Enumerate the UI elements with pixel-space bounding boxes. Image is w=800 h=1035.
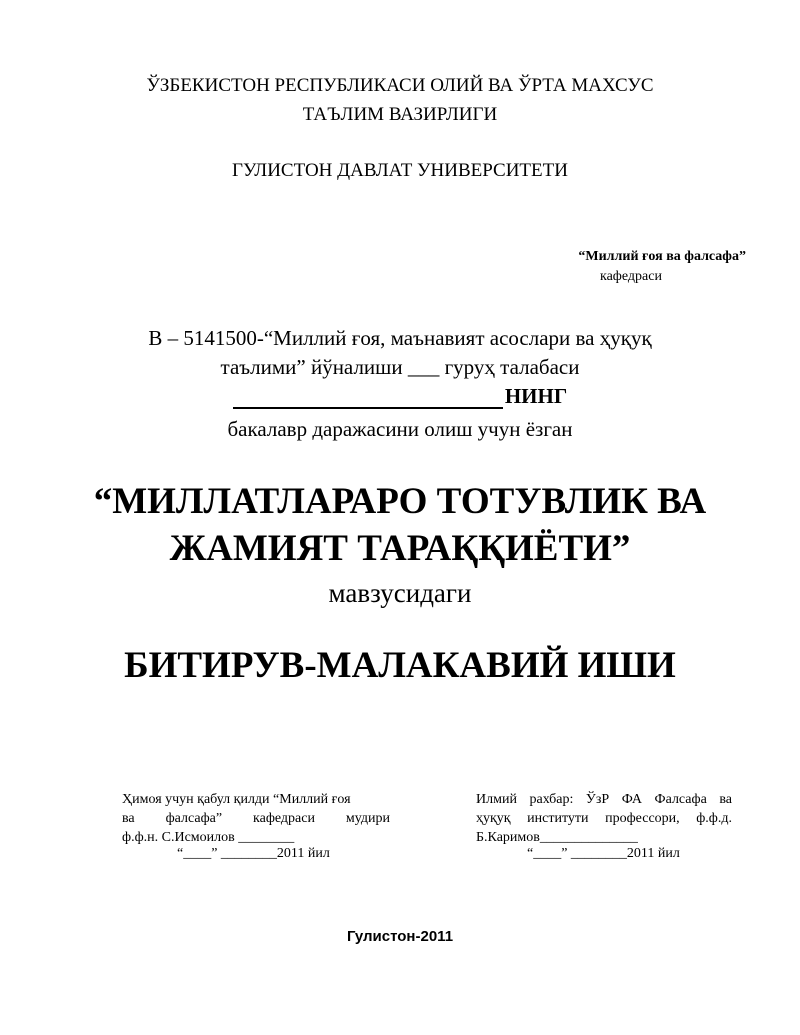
approval-block (122, 790, 390, 847)
supervisor-line-3: Б.Каримов______________ (476, 830, 638, 845)
thesis-topic (0, 478, 800, 572)
student-name-blank (233, 387, 503, 409)
degree-line: бакалавр даражасини олиш учун ёзган (227, 417, 573, 441)
city-year: Гулистон-2011 (346, 928, 454, 945)
supervisor-line-2: ҳуқуқ институти профессори, ф.ф.д. (476, 811, 732, 826)
work-type-title: БИТИРУВ-МАЛАКАВИЙ ИШИ (124, 645, 676, 686)
topic-subtitle: мавзусидаги (328, 578, 472, 608)
ministry-header (0, 71, 800, 129)
topic-line-1: “МИЛЛАТЛАРАРО ТОТУВЛИК ВА (93, 481, 707, 522)
approval-line-2: ва фалсафа” кафедраси мудири (122, 811, 390, 826)
university-name: ГУЛИСТОН ДАВЛАТ УНИВЕРСИТЕТИ (232, 160, 568, 181)
student-line-2: таълими” йўналиши ___ гуруҳ талабаси (220, 355, 580, 379)
student-line-1: В – 5141500-“Миллий ғоя, маънавият асослари ва ҳуқуқ (148, 326, 652, 350)
supervisor-date: “____” ________2011 йил (527, 846, 680, 861)
approval-line-1: Ҳимоя учун қабул қилди “Миллий ғоя (122, 792, 351, 807)
supervisor-line-1: Илмий рахбар: ЎзР ФА Фалсафа ва (476, 792, 732, 807)
approval-date: “____” ________2011 йил (177, 846, 330, 861)
topic-line-2: ЖАМИЯТ ТАРАҚҚИЁТИ” (169, 528, 631, 569)
student-name-line (0, 384, 800, 409)
student-name-suffix: НИНГ (504, 384, 568, 408)
supervisor-block (476, 790, 732, 847)
student-info (0, 324, 800, 382)
ministry-line-2: ТАЪЛИМ ВАЗИРЛИГИ (302, 104, 498, 125)
ministry-line-1: ЎЗБЕКИСТОН РЕСПУБЛИКАСИ ОЛИЙ ВА ЎРТА МАХСУС (146, 75, 654, 96)
department-label: кафедраси (600, 269, 662, 284)
approval-line-3: ф.ф.н. С.Исмоилов ________ (122, 830, 295, 845)
department-name: “Миллий ғоя ва фалсафа” (578, 249, 746, 264)
